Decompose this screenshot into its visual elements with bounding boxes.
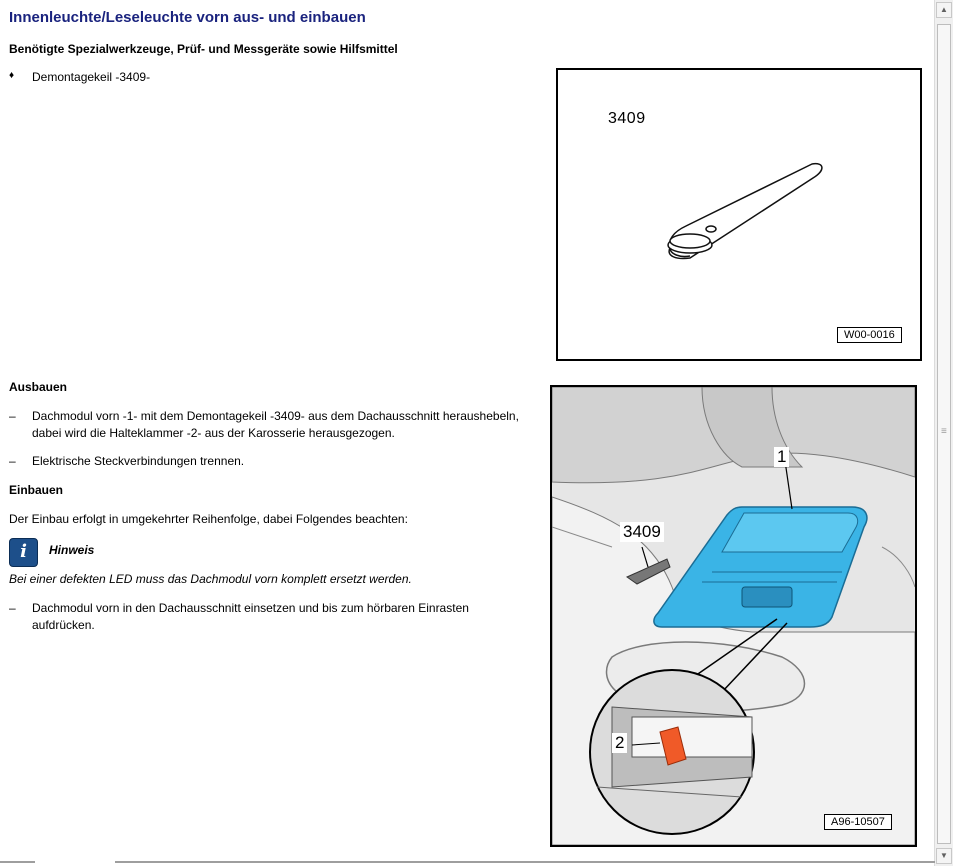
step-text: Dachmodul vorn in den Dachausschnitt einsetzen und bis zum hörbaren Einrasten aufdrücken. — [32, 601, 469, 632]
roof-module-figure — [550, 385, 917, 847]
info-icon — [9, 538, 38, 567]
installation-step — [9, 600, 529, 634]
scroll-down-icon[interactable]: ▼ — [936, 848, 952, 864]
info-icon-glyph: i — [20, 541, 27, 562]
tool-figure — [556, 68, 922, 361]
removal-step — [9, 408, 529, 442]
tool-name: Demontagekeil -3409- — [32, 70, 151, 84]
figure-id-label: W00-0016 — [837, 327, 902, 343]
page-title: Innenleuchte/Leseleuchte vorn aus- und einbauen — [9, 9, 366, 26]
scrollbar-thumb[interactable] — [937, 24, 951, 844]
note-label: Hinweis — [49, 543, 95, 557]
installation-heading: Einbauen — [9, 483, 64, 497]
step-text: Elektrische Steckverbindungen trennen. — [32, 454, 245, 468]
installation-intro: Der Einbau erfolgt in umgekehrter Reihenfolge, dabei Folgendes beachten: — [9, 512, 408, 526]
step-text: Dachmodul vorn -1- mit dem Demontagekeil -3409- aus dem Dachausschnitt heraushebeln, dabei wird die Halteklammer -2- aus der Karosserie herausgezogen. — [32, 409, 519, 440]
dash-bullet-icon: – — [9, 454, 16, 468]
divider-segment — [0, 861, 35, 863]
figure-id-label: A96-10507 — [824, 814, 892, 830]
dash-bullet-icon: – — [9, 601, 16, 615]
callout-module: 1 — [774, 447, 789, 467]
scroll-up-icon[interactable]: ▲ — [936, 2, 952, 18]
divider-segment — [115, 861, 935, 863]
removal-step — [9, 453, 529, 470]
callout-tool: 3409 — [620, 522, 664, 542]
wedge-tool-illustration — [558, 70, 920, 359]
tool-number-label: 3409 — [608, 110, 646, 127]
roof-module-illustration — [552, 387, 915, 845]
vertical-scrollbar[interactable] — [934, 0, 953, 866]
callout-clip: 2 — [612, 733, 627, 753]
tools-heading: Benötigte Spezialwerkzeuge, Prüf- und Messgeräte sowie Hilfsmittel — [9, 42, 398, 56]
grip-icon: ≡ — [941, 426, 947, 437]
removal-heading: Ausbauen — [9, 380, 68, 394]
bottom-divider — [0, 861, 935, 866]
diamond-bullet-icon: ♦ — [9, 70, 15, 81]
note-text: Bei einer defekten LED muss das Dachmodul vorn komplett ersetzt werden. — [9, 572, 412, 586]
dash-bullet-icon: – — [9, 409, 16, 423]
